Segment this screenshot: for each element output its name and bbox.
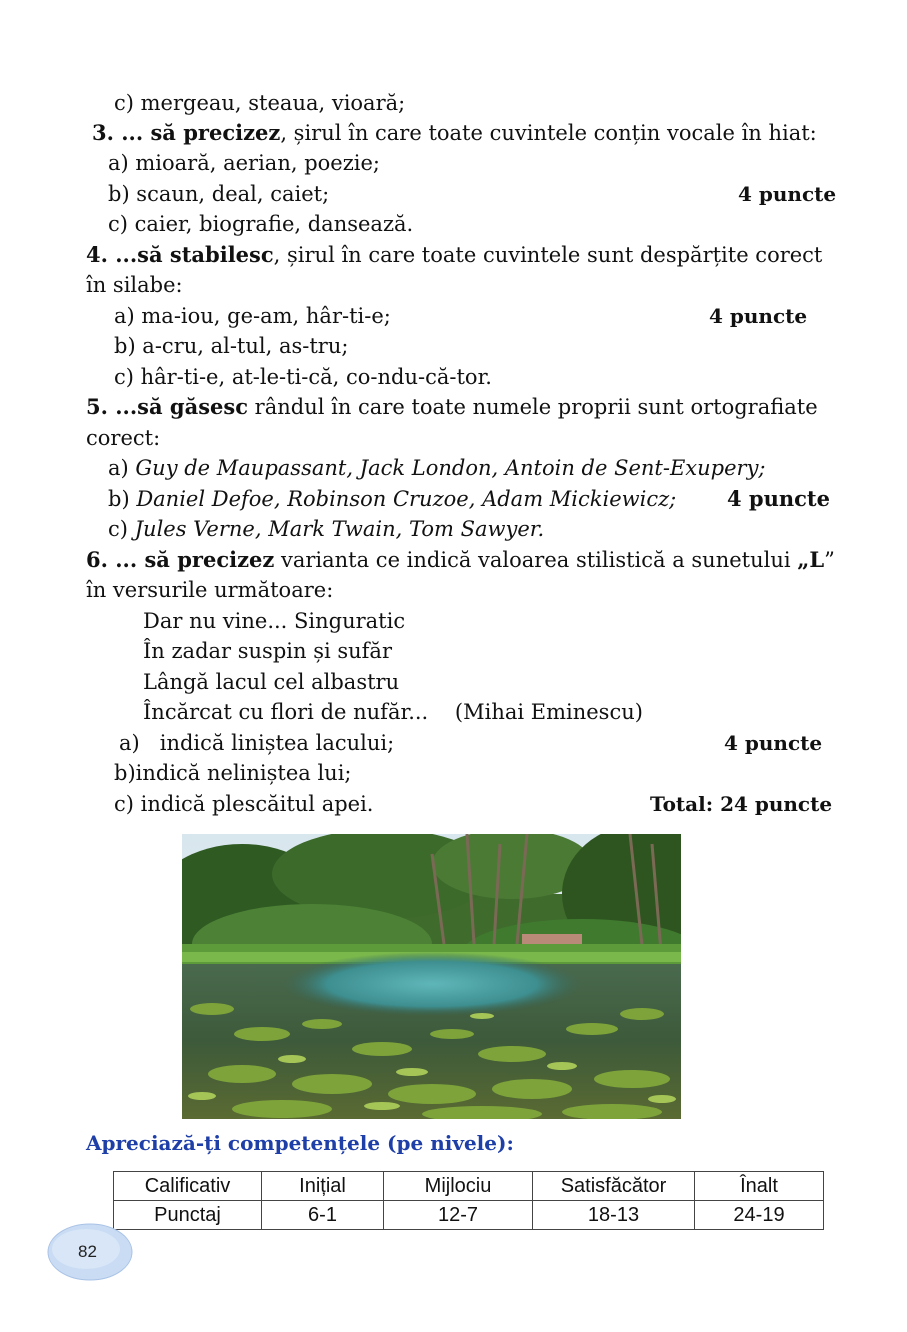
q5-option-c <box>108 514 544 544</box>
q5-option-b-text: Daniel Defoe, Robinson Cruzoe, Adam Mickiewicz; <box>136 487 677 511</box>
q6-option-c: c) indică plescăitul apei. <box>114 792 374 816</box>
table-cell: 24-19 <box>695 1201 824 1230</box>
page-number: 82 <box>78 1242 97 1261</box>
q4-prompt-line2: în silabe: <box>86 273 183 297</box>
table-cell: 6-1 <box>262 1201 384 1230</box>
q5-lead: 5. ...să găsesc <box>86 394 248 419</box>
q6-prompt <box>86 545 835 575</box>
q6-sound: „L <box>797 547 825 572</box>
q6-sound-close: ” <box>824 548 835 572</box>
q6-prompt-text: varianta ce indică valoarea stilistică a sunetului <box>274 548 798 572</box>
q5-option-b-label: b) <box>108 487 137 511</box>
q6-option-a: a) indică liniștea lacului; <box>119 731 395 755</box>
total-points: Total: 24 puncte <box>650 792 833 816</box>
table-header-cell: Mijlociu <box>384 1172 533 1201</box>
q2-option-c: c) mergeau, steaua, vioară; <box>114 91 406 115</box>
q6-points: 4 puncte <box>724 731 823 755</box>
q5-prompt-line2: corect: <box>86 426 161 450</box>
q5-option-c-label: c) <box>108 517 135 541</box>
table-header-cell: Calificativ <box>114 1172 262 1201</box>
q5-prompt <box>86 392 818 422</box>
table-header-cell: Satisfăcător <box>533 1172 695 1201</box>
q3-prompt <box>92 118 817 148</box>
q5-option-c-text: Jules Verne, Mark Twain, Tom Sawyer. <box>134 517 545 541</box>
q3-points: 4 puncte <box>738 182 837 206</box>
assessment-table <box>113 1171 824 1230</box>
q4-prompt <box>86 240 822 270</box>
pond-photo <box>182 834 681 1119</box>
q5-prompt-text: rândul în care toate numele proprii sunt ortografiate <box>248 395 818 419</box>
q6-verse-3: Lângă lacul cel albastru <box>143 670 400 694</box>
q6-option-b: b)indică neliniștea lui; <box>114 761 352 785</box>
q4-prompt-text: , șirul în care toate cuvintele sunt despărțite corect <box>273 243 823 267</box>
q6-verse-1: Dar nu vine... Singuratic <box>143 609 406 633</box>
table-cell: 18-13 <box>533 1201 695 1230</box>
table-row <box>114 1201 824 1230</box>
q4-lead: 4. ...să stabilesc <box>86 242 274 267</box>
q5-option-a-label: a) <box>108 456 136 480</box>
table-cell: Punctaj <box>114 1201 262 1230</box>
q5-option-a-text: Guy de Maupassant, Jack London, Antoin de Sent-Exupery; <box>135 456 766 480</box>
q3-prompt-text: , șirul în care toate cuvintele conțin vocale în hiat: <box>280 121 817 145</box>
q4-option-b: b) a-cru, al-tul, as-tru; <box>114 334 349 358</box>
assessment-heading: Apreciază-ți competențele (pe nivele): <box>86 1131 514 1155</box>
q5-points: 4 puncte <box>727 486 830 511</box>
q3-option-a: a) mioară, aerian, poezie; <box>108 151 380 175</box>
q5-option-a <box>108 453 766 483</box>
q6-verse-4: Încărcat cu flori de nufăr... (Mihai Eminescu) <box>143 700 643 724</box>
q3-option-b: b) scaun, deal, caiet; <box>108 182 330 206</box>
q3-lead: 3. ... să precizez <box>92 120 281 145</box>
q3-option-c: c) caier, biografie, dansează. <box>108 212 414 236</box>
q4-points: 4 puncte <box>709 304 808 328</box>
q5-option-b <box>108 484 676 514</box>
table-cell: 12-7 <box>384 1201 533 1230</box>
q4-option-a: a) ma-iou, ge-am, hâr-ti-e; <box>114 304 391 328</box>
q6-lead: 6. ... să precizez <box>86 547 275 572</box>
q6-prompt-line2: în versurile următoare: <box>86 578 334 602</box>
table-header-cell: Inițial <box>262 1172 384 1201</box>
q4-option-c: c) hâr-ti-e, at-le-ti-că, co-ndu-că-tor. <box>114 365 492 389</box>
table-header-cell: Înalt <box>695 1172 824 1201</box>
table-header-row <box>114 1172 824 1201</box>
q6-verse-2: În zadar suspin și sufăr <box>143 639 392 663</box>
